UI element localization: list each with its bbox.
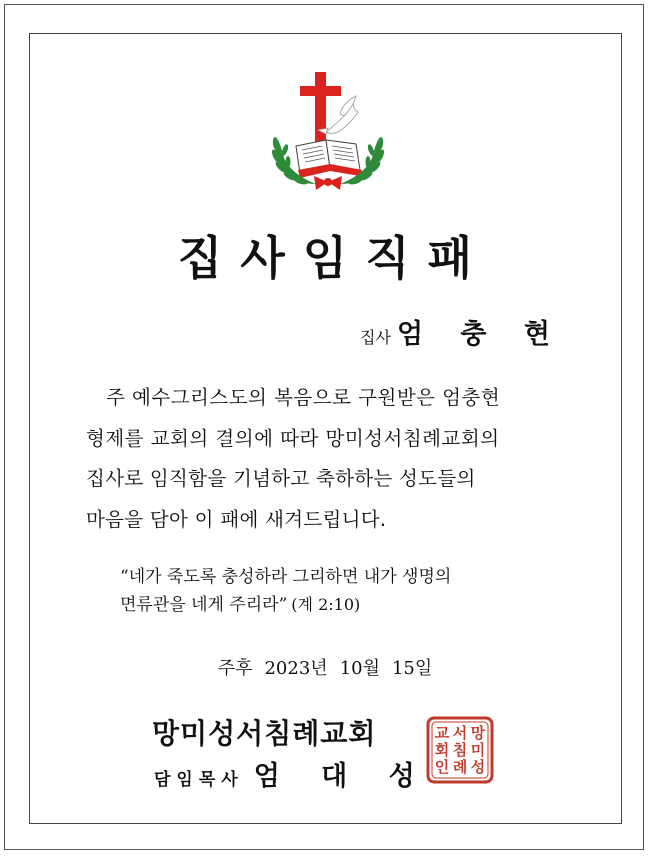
recipient-name: 엄 충 현 — [396, 319, 564, 350]
bible-icon — [296, 140, 362, 178]
church-name: 망미성서침례교회 — [152, 717, 377, 750]
church-seal-stamp — [426, 716, 494, 784]
scripture-verse — [120, 564, 560, 619]
seal-character: 서 — [452, 724, 468, 742]
dedication-text — [86, 378, 581, 540]
pastor — [154, 754, 431, 793]
pastor-title: 담임목사 — [154, 770, 244, 790]
dedication-line: 형제를 교회의 결의에 따라 망미성서침례교회의 — [86, 426, 500, 450]
dedication-line: 마음을 담아 이 패에 새겨드립니다. — [86, 507, 387, 531]
recipient-title: 집사 — [360, 328, 391, 347]
seal-character: 망 — [470, 724, 486, 742]
verse-reference: (계 2:10) — [291, 595, 361, 614]
recipient — [360, 312, 564, 351]
seal-character: 인 — [434, 758, 450, 776]
seal-character: 례 — [452, 758, 468, 776]
verse-line: 면류관을 네게 주리라” — [120, 595, 288, 615]
plaque-title: 집사임직패 — [177, 231, 491, 285]
seal-character: 미 — [470, 741, 486, 759]
date-day: 15일 — [391, 658, 433, 679]
seal-character: 성 — [470, 758, 486, 776]
dedication-line: 주 예수그리스도의 복음으로 구원받은 엄충현 — [106, 386, 501, 409]
verse-line: “네가 죽도록 충성하라 그리하면 내가 생명의 — [120, 567, 452, 587]
date-era: 주후 — [217, 658, 253, 679]
church-emblem-icon — [268, 70, 388, 194]
date-month: 10월 — [339, 658, 380, 679]
pastor-name: 엄 대 성 — [253, 761, 431, 792]
dedication-line: 집사로 임직함을 기념하고 축하하는 성도들의 — [86, 467, 476, 490]
ribbon-icon — [314, 176, 342, 190]
seal-character: 침 — [452, 741, 468, 759]
date-year: 2023년 — [264, 658, 328, 679]
date — [0, 654, 650, 680]
seal-character: 회 — [434, 741, 450, 759]
seal-character: 교 — [434, 724, 450, 742]
